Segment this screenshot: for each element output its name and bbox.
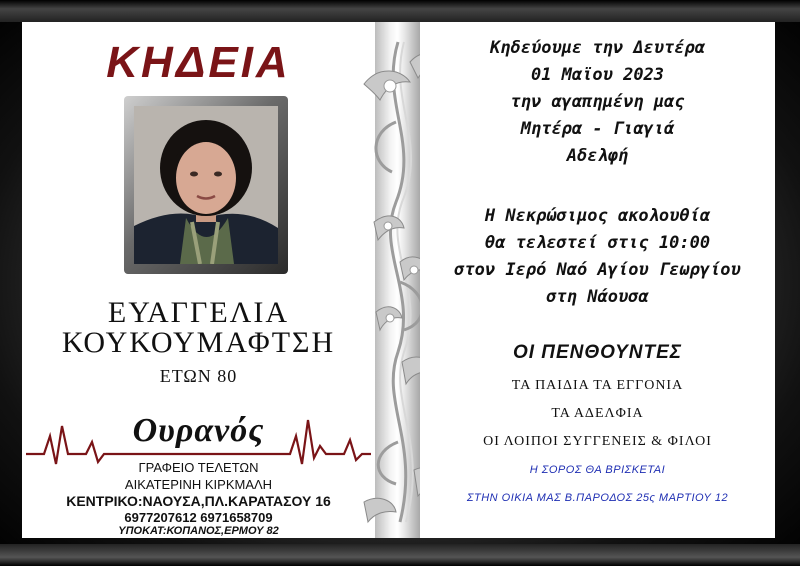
service-town: στη Νάουσα: [546, 287, 649, 307]
service-time: θα τελεστεί στις 10:00: [484, 233, 711, 253]
announcement-line: Μητέρα - Γιαγιά: [520, 119, 675, 139]
mourner-item: ΤΑ ΑΔΕΛΦΙΑ: [551, 406, 644, 421]
mourners-heading: ΟΙ ΠΕΝΘΟΥΝΤΕΣ: [512, 342, 683, 363]
office-address: ΚΕΝΤΡΙΚΟ:ΝΑΟΥΣΑ,ΠΛ.ΚΑΡΑΤΑΣΟΥ 16: [66, 493, 331, 509]
frame-bottom-edge: [0, 544, 800, 566]
portrait-illustration: [134, 106, 278, 264]
portrait-photo: [134, 106, 278, 264]
right-panel: [420, 22, 775, 538]
deceased-name-first: ΕΥΑΓΓΕΛΙΑ: [107, 296, 290, 329]
body-location-label: Η ΣΟΡΟΣ ΘΑ ΒΡΙΣΚΕΤΑΙ: [529, 464, 666, 476]
mourner-item: ΟΙ ΛΟΙΠΟΙ ΣΥΓΓΕΝΕΙΣ & ΦΙΛΟΙ: [483, 434, 712, 449]
deceased-name-last: ΚΟΥΚΟΥΜΑΦΤΣΗ: [61, 326, 336, 359]
deceased-age: ΕΤΩΝ 80: [159, 366, 238, 386]
office-owner: ΑΙΚΑΤΕΡΙΝΗ ΚΙΡΚΜΑΛΗ: [124, 477, 273, 492]
body-location: ΣΤΗΝ ΟΙΚΙΑ ΜΑΣ Β.ΠΑΡΟΔΟΣ 25ς ΜΑΡΤΙΟΥ 12: [466, 492, 729, 504]
portrait-frame: [124, 96, 288, 274]
mourner-item: ΤΑ ΠΑΙΔΙΑ ΤΑ ΕΓΓΟΝΙΑ: [511, 378, 684, 393]
notice-title: ΚΗΔΕΙΑ: [106, 38, 291, 87]
office-branch: ΥΠΟΚΑΤ:ΚΟΠΑΝΟΣ,ΕΡΜΟΥ 82: [118, 525, 279, 537]
announcement-line: Αδελφή: [566, 146, 629, 166]
frame-top-edge: [0, 0, 800, 22]
left-panel: [22, 22, 375, 538]
office-label: ΓΡΑΦΕΙΟ ΤΕΛΕΤΩΝ: [138, 460, 259, 475]
announcement-line: Κηδεύουμε την Δευτέρα: [490, 38, 705, 58]
service-line: Η Νεκρώσιμος ακολουθία: [484, 206, 711, 226]
funeral-home-name: Ουρανός: [132, 412, 265, 449]
funeral-home-logo: [26, 406, 371, 466]
announcement-line: την αγαπημένη μας: [510, 92, 685, 112]
service-church: στον Ιερό Ναό Αγίου Γεωργίου: [454, 260, 741, 280]
announcement-date: 01 Μαϊου 2023: [530, 65, 665, 85]
office-phones: 6977207612 6971658709: [124, 510, 273, 525]
